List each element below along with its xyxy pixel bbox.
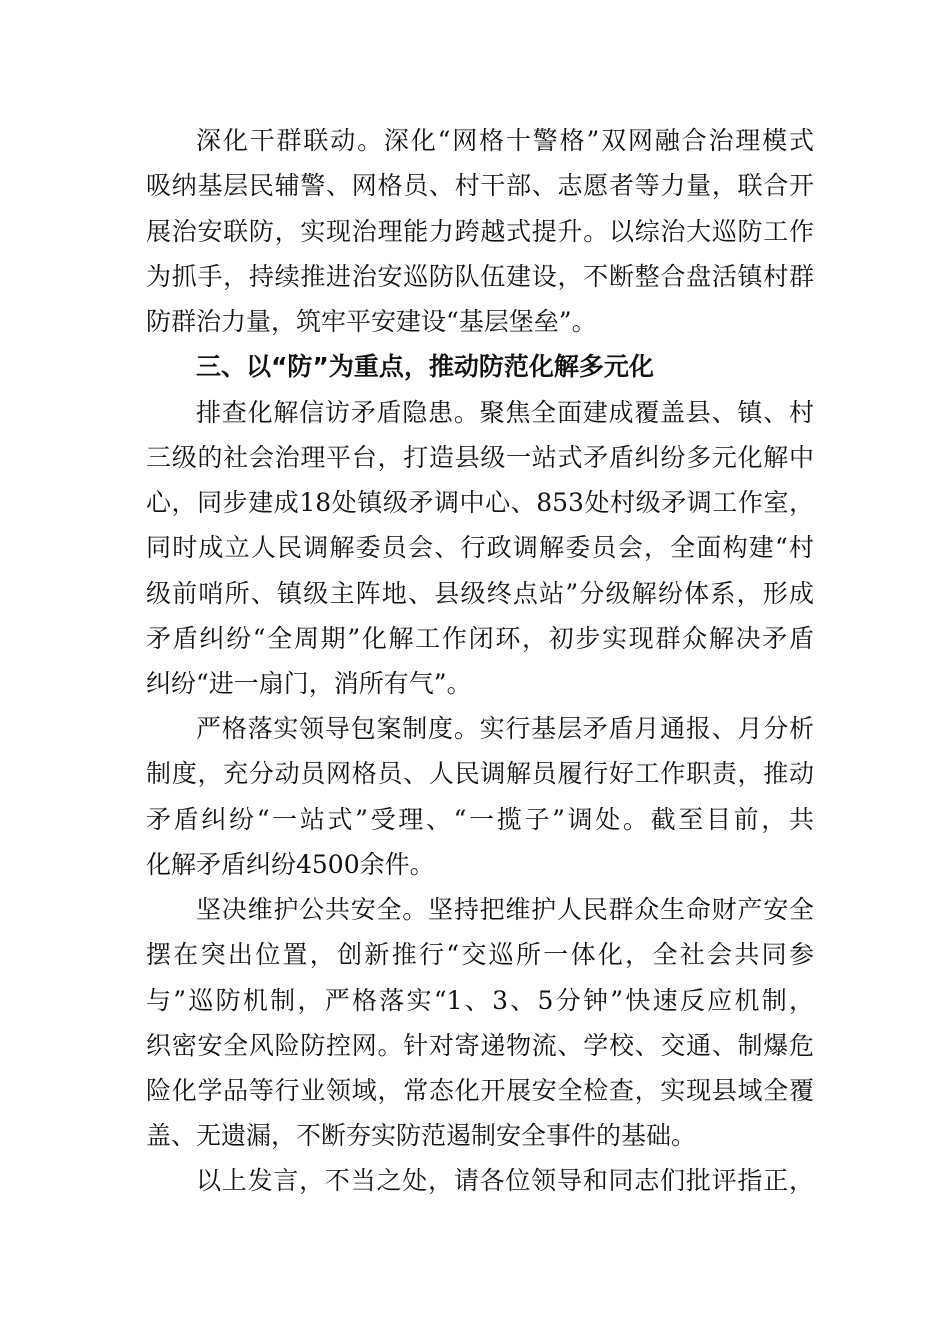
paragraph-line: 严格落实领导包案制度。实行基层矛盾月通报、月分析 (196, 714, 814, 743)
paragraph-line: 排查化解信访矛盾隐患。聚焦全面建成覆盖县、镇、村 (196, 398, 814, 427)
paragraph-line: 深化干群联动。深化“网格十警格”双网融合治理模式 (196, 126, 814, 155)
paragraph-line: 矛盾纠纷“全周期”化解工作闭环，初步实现群众解决矛盾 (146, 624, 814, 653)
paragraph-line: 级前哨所、镇级主阵地、县级终点站”分级解纷体系，形成 (146, 579, 814, 608)
paragraph-line: 织密安全风险防控网。针对寄递物流、学校、交通、制爆危 (146, 1031, 814, 1060)
paragraph-line: 纠纷“进一扇门，消所有气”。 (146, 669, 472, 698)
paragraph-line: 矛盾纠纷“一站式”受理、“一揽子”调处。截至目前，共 (146, 805, 814, 834)
section-heading: 三、以“防”为重点，推动防范化解多元化 (196, 352, 654, 381)
paragraph-line: 盖、无遗漏，不断夯实防范遏制安全事件的基础。 (146, 1121, 697, 1150)
paragraph-line: 险化学品等行业领域，常态化开展安全检查，实现县域全覆 (146, 1076, 814, 1105)
paragraph-line: 化解矛盾纠纷4500余件。 (146, 850, 435, 879)
paragraph-line: 三级的社会治理平台，打造县级一站式矛盾纠纷多元化解中 (146, 443, 814, 472)
paragraph-line: 心，同步建成18处镇级矛调中心、853处村级矛调工作室， (146, 488, 814, 517)
paragraph-line: 吸纳基层民辅警、网格员、村干部、志愿者等力量，联合开 (146, 171, 814, 200)
paragraph-line: 摆在突出位置，创新推行“交巡所一体化，全社会共同参 (146, 940, 814, 969)
paragraph-line: 展治安联防，实现治理能力跨越式提升。以综治大巡防工作 (146, 217, 814, 246)
closing-line: 以上发言，不当之处，请各位领导和同志们批评指正， (196, 1166, 814, 1195)
paragraph-line: 同时成立人民调解委员会、行政调解委员会，全面构建“村 (146, 533, 814, 562)
paragraph-line: 坚决维护公共安全。坚持把维护人民群众生命财产安全 (196, 895, 814, 924)
paragraph-line: 制度，充分动员网格员、人民调解员履行好工作职责，推动 (146, 759, 814, 788)
paragraph-line: 为抓手，持续推进治安巡防队伍建设，不断整合盘活镇村群 (146, 262, 814, 291)
paragraph-line: 与”巡防机制，严格落实“1、3、5分钟”快速反应机制， (146, 986, 814, 1015)
paragraph-line: 防群治力量，筑牢平安建设“基层堡垒”。 (146, 307, 597, 336)
